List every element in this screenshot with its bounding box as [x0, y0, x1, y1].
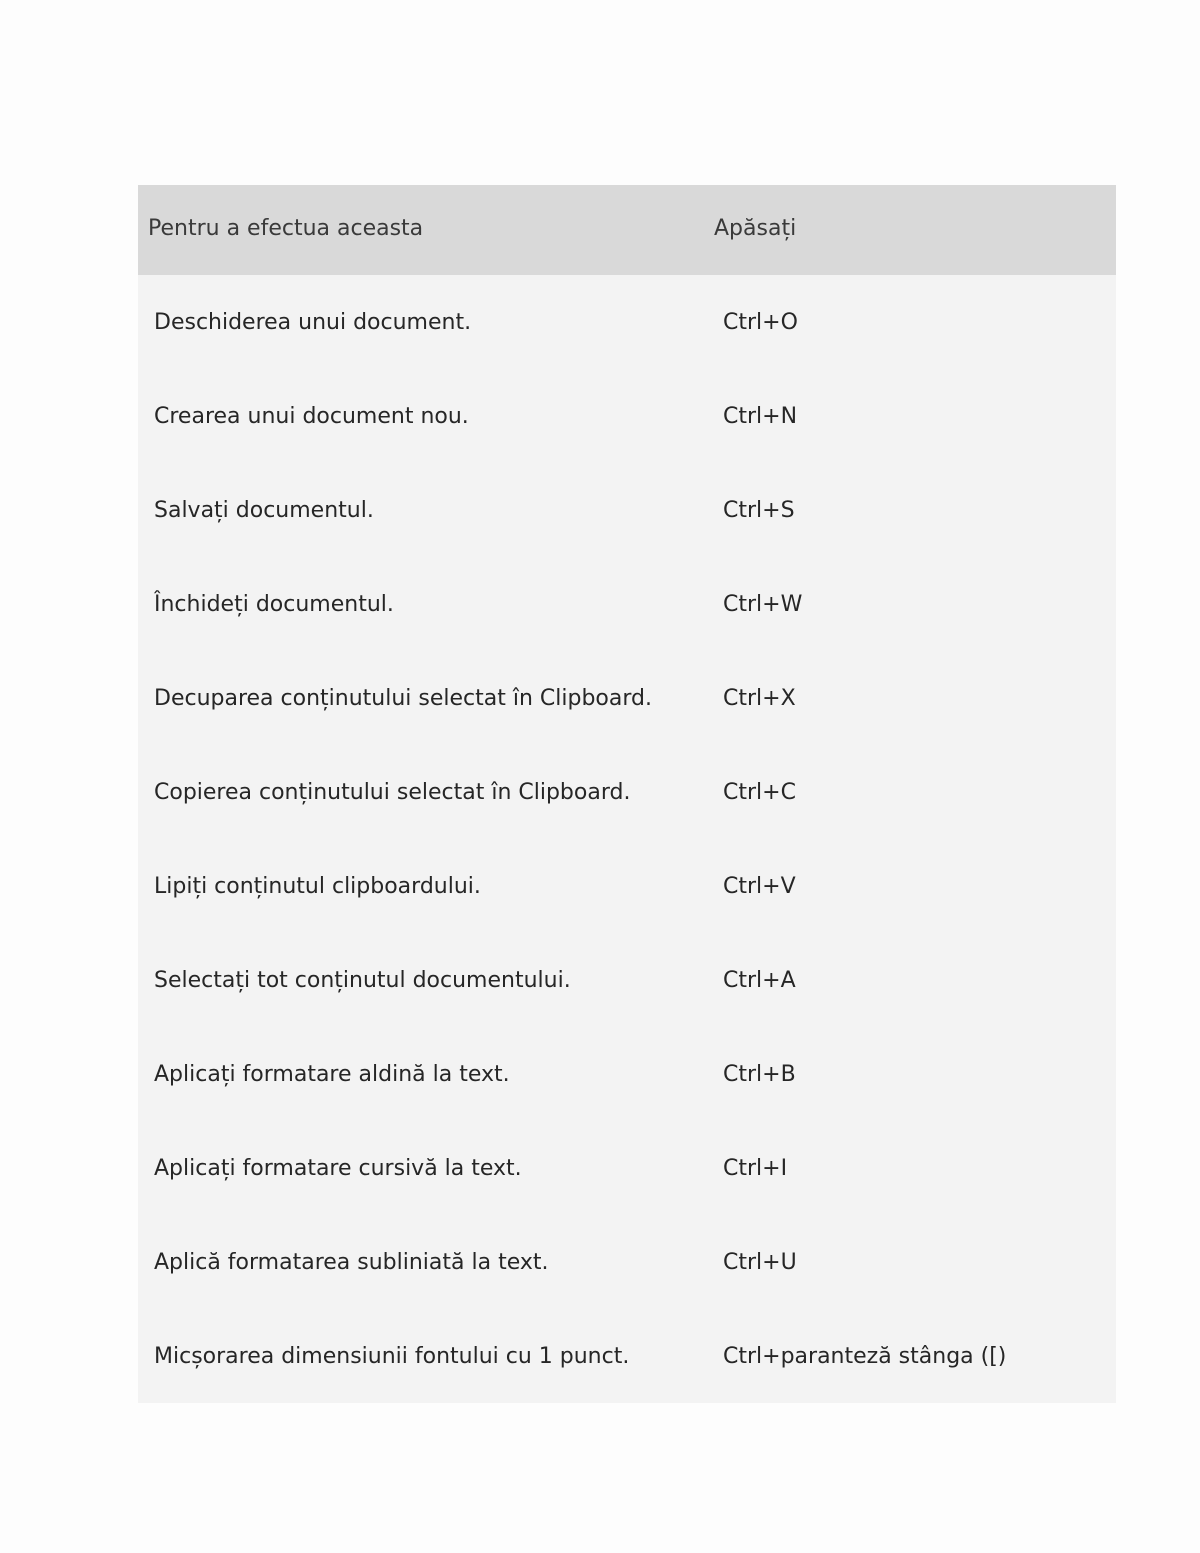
- row-keys: Ctrl+A: [723, 968, 796, 993]
- row-keys: Ctrl+B: [723, 1062, 796, 1087]
- row-action: Aplică formatarea subliniată la text.: [154, 1250, 549, 1275]
- row-action: Selectați tot conținutul documentului.: [154, 968, 571, 993]
- row-action: Aplicați formatare aldină la text.: [154, 1062, 510, 1087]
- table-row: [138, 557, 1116, 651]
- table-row: [138, 1215, 1116, 1309]
- row-action: Închideți documentul.: [154, 592, 394, 617]
- table-row: [138, 275, 1116, 369]
- row-keys: Ctrl+C: [723, 780, 796, 805]
- row-action: Decuparea conținutului selectat în Clipboard.: [154, 686, 652, 711]
- row-action: Lipiți conținutul clipboardului.: [154, 874, 481, 899]
- row-keys: Ctrl+U: [723, 1250, 797, 1275]
- header-keys: Apăsați: [714, 216, 797, 241]
- table-row: [138, 651, 1116, 745]
- table-row: [138, 369, 1116, 463]
- row-keys: Ctrl+paranteză stânga ([): [723, 1344, 1007, 1369]
- header-action: Pentru a efectua aceasta: [148, 216, 424, 241]
- row-keys: Ctrl+O: [723, 310, 798, 335]
- row-action: Salvați documentul.: [154, 498, 374, 523]
- row-action: Copierea conținutului selectat în Clipboard.: [154, 780, 631, 805]
- table-row: [138, 1027, 1116, 1121]
- row-keys: Ctrl+N: [723, 404, 798, 429]
- table-row: [138, 745, 1116, 839]
- row-action: Deschiderea unui document.: [154, 310, 472, 335]
- row-keys: Ctrl+S: [723, 498, 795, 523]
- shortcuts-table: [138, 185, 1116, 1403]
- row-action: Crearea unui document nou.: [154, 404, 469, 429]
- table-row: [138, 839, 1116, 933]
- table-header: [138, 185, 1116, 275]
- row-action: Micșorarea dimensiunii fontului cu 1 punct.: [154, 1344, 630, 1369]
- row-keys: Ctrl+X: [723, 686, 796, 711]
- row-keys: Ctrl+V: [723, 874, 796, 899]
- table-row: [138, 1309, 1116, 1403]
- row-keys: Ctrl+W: [723, 592, 803, 617]
- row-keys: Ctrl+I: [723, 1156, 788, 1181]
- table-row: [138, 933, 1116, 1027]
- table-row: [138, 463, 1116, 557]
- table-row: [138, 1121, 1116, 1215]
- row-action: Aplicați formatare cursivă la text.: [154, 1156, 522, 1181]
